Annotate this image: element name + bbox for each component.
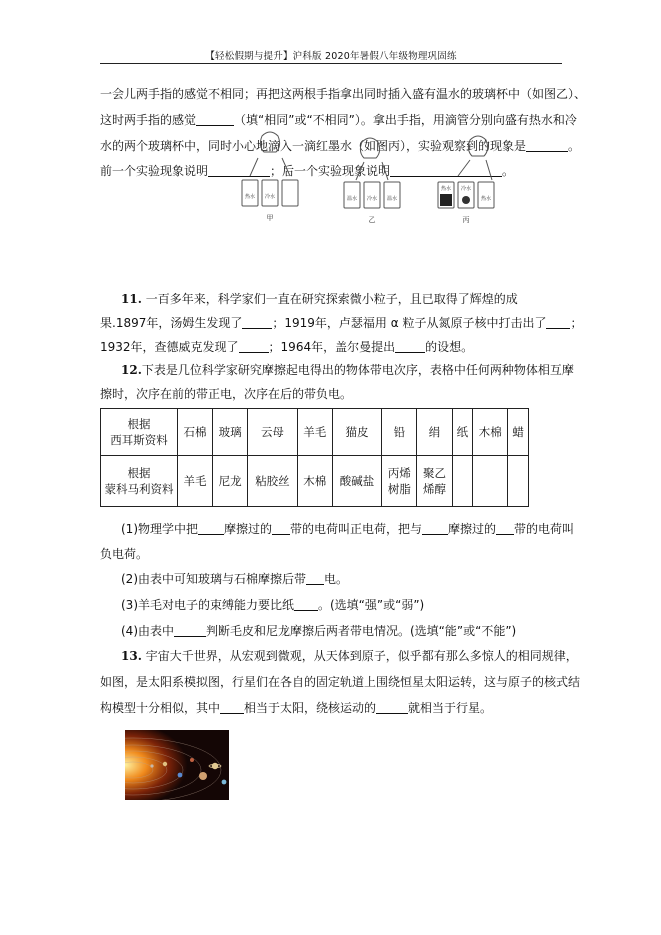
- q12-sub-1: [121, 521, 574, 537]
- table-cell: 猫皮: [332, 409, 382, 456]
- q10-text: 。: [502, 164, 515, 178]
- cell-text: 烯醇: [422, 482, 446, 496]
- q12-text: (3)羊毛对电子的束缚能力要比纸: [121, 598, 294, 612]
- answer-blank[interactable]: [174, 624, 206, 637]
- answer-blank[interactable]: [294, 598, 318, 611]
- cup-label: 温水: [346, 196, 358, 202]
- q12-sub-3: [121, 597, 424, 613]
- cell-text: 蒙科马利资料: [104, 482, 174, 496]
- planet: [222, 780, 227, 785]
- q10-text: （填“相同”或“不相同”）。拿出手指，用滴管分别向盛有热水和冷: [234, 113, 577, 127]
- table-cell: [382, 456, 417, 507]
- table-cell: 羊毛: [297, 409, 332, 456]
- table-cell: 玻璃: [213, 409, 248, 456]
- q11-text: ；1919年，卢瑟福用 α 粒子从氮原子核中打击出了: [272, 316, 547, 330]
- cup: [242, 180, 258, 206]
- answer-blank[interactable]: [526, 139, 568, 152]
- answer-blank[interactable]: [376, 701, 408, 714]
- q12-sub-1-cont: 负电荷。: [100, 547, 149, 561]
- q11-text: 的设想。: [425, 340, 474, 354]
- question-number: 11.: [121, 292, 142, 306]
- q12-text: 判断毛皮和尼龙摩擦后两者带电情况。(选填“能”或“不能”): [206, 624, 517, 638]
- header-divider: [100, 63, 562, 64]
- question-number: 13.: [121, 649, 142, 663]
- cup-label: 冷水: [366, 196, 378, 202]
- q12-text: 摩擦过的: [224, 522, 273, 536]
- row-header-montgomery: [101, 456, 178, 507]
- person-head: [468, 136, 487, 156]
- planet: [150, 764, 153, 767]
- cup-label: 冷水: [264, 194, 276, 200]
- q11-text: 果.1897年，汤姆生发现了: [100, 316, 243, 330]
- cup: [344, 182, 360, 208]
- answer-blank[interactable]: [422, 522, 448, 535]
- q12-text: (2)由表中可知玻璃与石棉摩擦后带: [121, 572, 306, 586]
- q11-line-3: [100, 339, 473, 355]
- cup: [282, 180, 298, 206]
- table-cell: [473, 456, 508, 507]
- q11-text: 一百多年来，科学家们一直在研究探索微小粒子，且已取得了辉煌的成: [145, 292, 518, 306]
- table-cell: 绢: [417, 409, 452, 456]
- table-row: [101, 409, 529, 456]
- table-cell: 云母: [248, 409, 298, 456]
- table-cell: 酸碱盐: [332, 456, 382, 507]
- planet: [178, 773, 183, 778]
- table-cell: [508, 456, 529, 507]
- cup: [384, 182, 400, 208]
- answer-blank[interactable]: [239, 340, 269, 353]
- cell-text: 西耳斯资料: [110, 433, 168, 447]
- answer-blank[interactable]: [496, 522, 514, 535]
- answer-blank[interactable]: [196, 113, 234, 126]
- table-cell: 羊毛: [178, 456, 213, 507]
- cell-text: 树脂: [387, 482, 411, 496]
- q12-text: 带的电荷叫正电荷，把与: [290, 522, 423, 536]
- planet: [212, 763, 218, 769]
- q10-line-1: 一会儿两手指的感觉不相同；再把这两根手指拿出同时插入盛有温水的玻璃杯中（如图乙）、: [100, 87, 587, 101]
- q11-text: ；1964年，盖尔曼提出: [268, 340, 396, 354]
- answer-blank[interactable]: [272, 522, 290, 535]
- table-cell: 铅: [382, 409, 417, 456]
- planet: [163, 762, 167, 766]
- triboelectric-table: [100, 408, 529, 507]
- q10-text: ；后一个实验现象说明: [270, 164, 391, 178]
- q11-text: ；: [570, 316, 583, 330]
- q13-text: 构模型十分相似，其中: [100, 701, 221, 715]
- answer-blank[interactable]: [242, 316, 272, 329]
- ink-diffused: [440, 194, 452, 206]
- q12-sub-2: [121, 571, 348, 587]
- q12-text: 。(选填“强”或“弱”): [318, 598, 425, 612]
- cell-text: 聚乙: [422, 466, 446, 480]
- cell-text: 根据: [127, 466, 151, 480]
- q13-line-2: 如图，是太阳系模拟图，行星们在各自的固定轨道上围绕恒星太阳运转，这与原子的核式结: [100, 675, 581, 689]
- table-cell: 石棉: [178, 409, 213, 456]
- q12-sub-4: [121, 623, 516, 639]
- question-number: 12.: [121, 363, 142, 377]
- q10-text: 水的两个玻璃杯中，同时小心地滴入一滴红墨水（如图丙），实验观察到的现象是: [100, 139, 527, 153]
- cell-text: 根据: [127, 417, 151, 431]
- table-cell: [417, 456, 452, 507]
- table-cell: 蜡: [508, 409, 529, 456]
- ink-drop: [462, 196, 470, 204]
- q10-text: 前一个实验现象说明: [100, 164, 209, 178]
- q12-text: (1)物理学中把: [121, 522, 198, 536]
- cup-label: 热水: [480, 196, 492, 202]
- figure-label-bing: 丙: [462, 216, 470, 224]
- q13-text: 宇宙大千世界，从宏观到微观，从天体到原子，似乎都有那么多惊人的相同规律，: [145, 649, 578, 663]
- table-cell: 纸: [452, 409, 473, 456]
- q12-text: (4)由表中: [121, 624, 174, 638]
- planet: [190, 758, 194, 762]
- q11-text: 1932年，查德威克发现了: [100, 340, 239, 354]
- row-header-sears: [101, 409, 178, 456]
- figure-label-jia: 甲: [266, 214, 274, 222]
- cup-label: 冷水: [460, 186, 472, 192]
- q12-text: 摩擦过的: [448, 522, 497, 536]
- q10-text: 。: [568, 139, 581, 153]
- table-cell: [452, 456, 473, 507]
- q12-line-1: [121, 362, 574, 378]
- q13-line-3: [100, 700, 492, 716]
- cup-label: 热水: [440, 186, 452, 192]
- answer-blank[interactable]: [220, 701, 244, 714]
- table-cell: 木棉: [473, 409, 508, 456]
- answer-blank[interactable]: [198, 522, 224, 535]
- table-cell: 木棉: [297, 456, 332, 507]
- person-head: [360, 138, 379, 158]
- q12-text: 带的电荷叫: [514, 522, 575, 536]
- experiment-figure: [232, 128, 510, 226]
- q13-line-1: [121, 648, 578, 664]
- solar-system-image: [125, 730, 229, 800]
- cup-label: 热水: [244, 194, 256, 200]
- cup: [262, 180, 278, 206]
- answer-blank[interactable]: [546, 316, 570, 329]
- q12-text: 电。: [324, 572, 349, 586]
- q13-text: 相当于太阳，绕核运动的: [244, 701, 377, 715]
- cup: [478, 182, 494, 208]
- cup: [364, 182, 380, 208]
- q11-line-1: [121, 291, 518, 307]
- cup-label: 温水: [386, 196, 398, 202]
- q12-text: 下表是几位科学家研究摩擦起电得出的物体带电次序，表格中任何两种物体相互摩: [141, 363, 574, 377]
- q10-line-2: [100, 112, 577, 128]
- table-cell: 粘胶丝: [248, 456, 298, 507]
- answer-blank[interactable]: [306, 572, 324, 585]
- q11-line-2: [100, 315, 582, 331]
- figure-label-yi: 乙: [368, 216, 376, 224]
- answer-blank[interactable]: [395, 340, 425, 353]
- q13-text: 就相当于行星。: [408, 701, 493, 715]
- q10-text: 这时两手指的感觉: [100, 113, 197, 127]
- cell-text: 丙烯: [387, 466, 411, 480]
- planet: [199, 772, 207, 780]
- q12-line-2: 擦时，次序在前的带正电，次序在后的带负电。: [100, 387, 353, 401]
- table-cell: 尼龙: [213, 456, 248, 507]
- page-header: 【轻松假期与提升】沪科版 2020年暑假八年级物理巩固练: [205, 51, 457, 62]
- table-row: [101, 456, 529, 507]
- person-head: [260, 132, 279, 152]
